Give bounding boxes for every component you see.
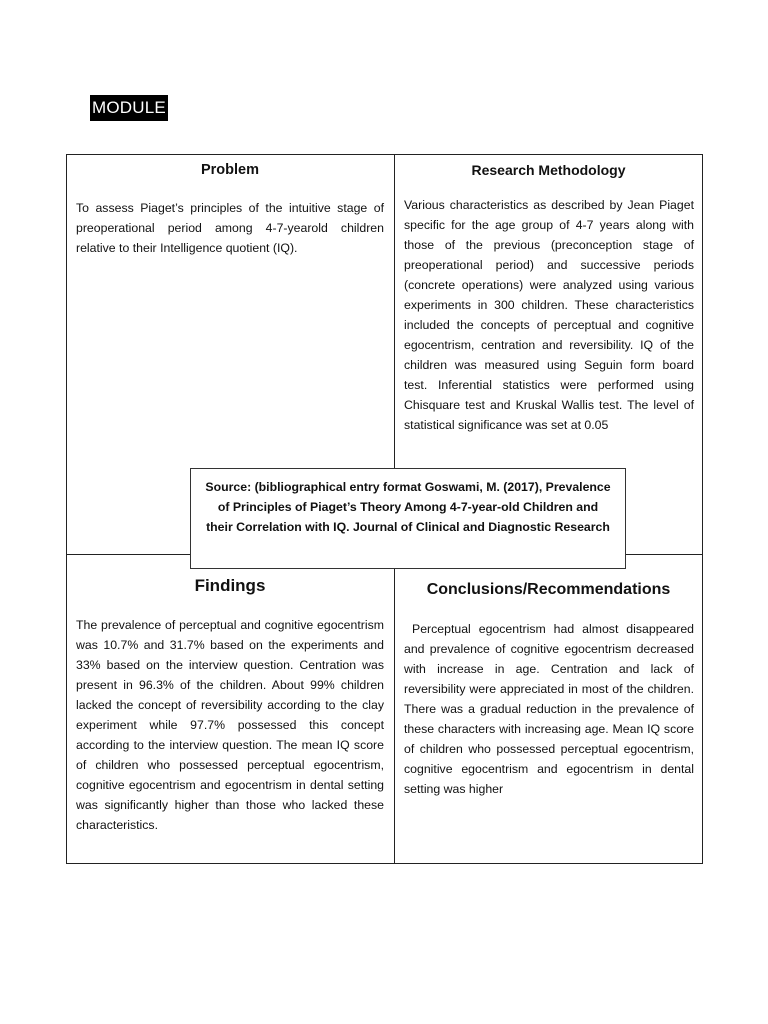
problem-heading: Problem xyxy=(200,162,259,178)
methodology-text: Various characteristics as described by Jean Piaget specific for the age group of 4-7 years along with those of the previous (preconception stage of preoperational period) and successive periods (concrete operations) were analyzed using various experiments in 300 children. These characteristics included the concepts of perceptual and cognitive egocentrism, centration and reversibility. IQ of the children was measured using Seguin form board test. Inferential statistics were performed using Chisquare test and Kruskal Wallis test. The level of statistical significance was set at 0.05 xyxy=(404,198,694,432)
source-box xyxy=(190,468,626,569)
conclusions-text: Perceptual egocentrism had almost disappeared and prevalence of cognitive egocentrism decreased with increase in age. Centration and lack of reversibility were appreciated in most of the children. There was a gradual reduction in the prevalence of these characters with increasing age. Mean IQ score of children who possessed perceptual egocentrism, cognitive egocentrism and egocentrism in dental setting was higher xyxy=(404,622,694,796)
problem-text: To assess Piaget’s principles of the intuitive stage of preoperational period among 4-7-yearold children relative to their Intelligence quotient (IQ). xyxy=(76,201,384,255)
source-text: Source: (bibliographical entry format Goswami, M. (2017), Prevalence of Principles of Piaget’s Theory Among 4-7-year-old Children and their Correlation with IQ. Journal of Clinical and Diagnostic Research xyxy=(205,480,611,534)
findings-heading: Findings xyxy=(194,576,266,595)
module-label: MODULE xyxy=(90,95,168,121)
methodology-heading: Research Methodology xyxy=(471,162,626,178)
findings-text: The prevalence of perceptual and cognitive egocentrism was 10.7% and 31.7% based on the experiments and 33% based on the interview question. Centration was present in 96.3% of the children. About 99% children lacked the concept of reversibility according to the clay experiment while 97.7% possessed this concept according to the interview question. The mean IQ score of children who possessed perceptual egocentrism, cognitive egocentrism and egocentrism in dental setting was significantly higher than those who lacked these characteristics. xyxy=(76,618,384,832)
conclusions-heading: Conclusions/Recommendations xyxy=(426,581,671,598)
